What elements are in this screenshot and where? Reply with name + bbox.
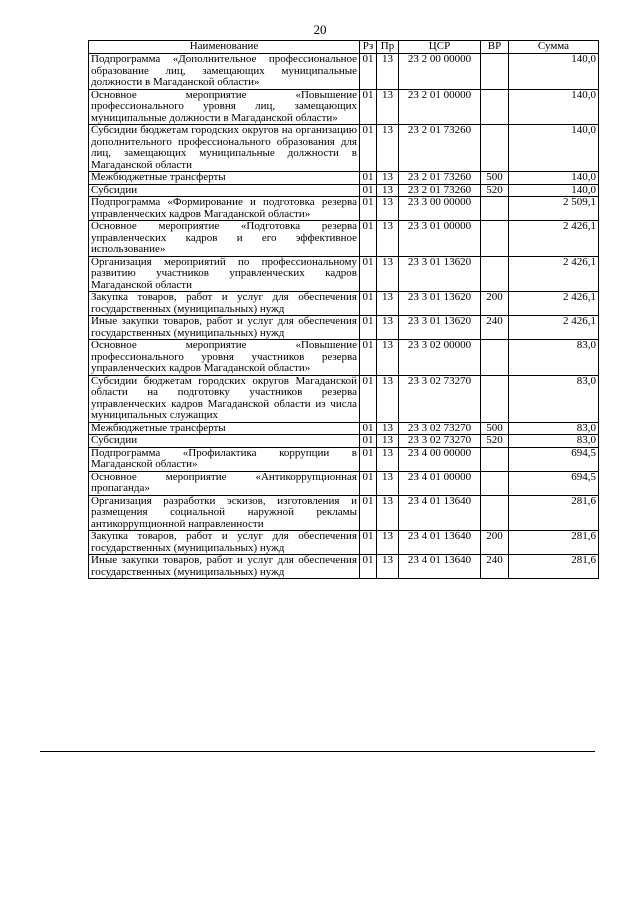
table-row — [89, 555, 599, 579]
table-row — [89, 375, 599, 422]
cell-sum: 2 426,1 — [509, 221, 599, 257]
cell-pr: 13 — [377, 292, 399, 316]
cell-rz: 01 — [360, 256, 377, 292]
cell-name: Подпрограмма «Дополнительное профессиональное образование лиц, замещающих муниципальные должности в Магаданской области» — [89, 54, 360, 90]
cell-rz: 01 — [360, 447, 377, 471]
cell-sum: 140,0 — [509, 125, 599, 172]
cell-sum: 694,5 — [509, 471, 599, 495]
cell-sum: 281,6 — [509, 495, 599, 531]
cell-vr: 200 — [481, 531, 509, 555]
cell-rz: 01 — [360, 531, 377, 555]
cell-sum: 2 426,1 — [509, 292, 599, 316]
cell-vr — [481, 495, 509, 531]
cell-rz: 01 — [360, 375, 377, 422]
cell-rz: 01 — [360, 54, 377, 90]
cell-vr — [481, 54, 509, 90]
cell-csr: 23 4 01 13640 — [399, 531, 481, 555]
cell-name: Подпрограмма «Профилактика коррупции в Магаданской области» — [89, 447, 360, 471]
cell-sum: 2 426,1 — [509, 316, 599, 340]
table-row — [89, 447, 599, 471]
cell-rz: 01 — [360, 172, 377, 185]
cell-pr: 13 — [377, 555, 399, 579]
cell-sum: 140,0 — [509, 184, 599, 197]
cell-name: Закупка товаров, работ и услуг для обеспечения государственных (муниципальных) нужд — [89, 292, 360, 316]
table-row — [89, 495, 599, 531]
cell-vr: 240 — [481, 316, 509, 340]
cell-name: Межбюджетные трансферты — [89, 172, 360, 185]
cell-pr: 13 — [377, 54, 399, 90]
cell-vr — [481, 256, 509, 292]
cell-name: Субсидии бюджетам городских округов Магаданской области на подготовку участников резерва управленческих кадров Магаданской области из числа муниципальных служащих — [89, 375, 360, 422]
cell-pr: 13 — [377, 316, 399, 340]
header-name: Наименование — [89, 41, 360, 54]
cell-csr: 23 3 02 73270 — [399, 375, 481, 422]
cell-pr: 13 — [377, 221, 399, 257]
cell-rz: 01 — [360, 340, 377, 376]
cell-pr: 13 — [377, 495, 399, 531]
cell-pr: 13 — [377, 125, 399, 172]
cell-csr: 23 3 01 00000 — [399, 221, 481, 257]
cell-name: Организация мероприятий по профессиональному развитию участников управленческих кадров Магаданской области — [89, 256, 360, 292]
cell-csr: 23 2 01 73260 — [399, 184, 481, 197]
cell-rz: 01 — [360, 316, 377, 340]
header-row — [89, 41, 599, 54]
cell-rz: 01 — [360, 435, 377, 448]
cell-pr: 13 — [377, 340, 399, 376]
cell-name: Иные закупки товаров, работ и услуг для обеспечения государственных (муниципальных) нужд — [89, 316, 360, 340]
header-csr: ЦСР — [399, 41, 481, 54]
cell-name: Основное мероприятие «Антикоррупционная пропаганда» — [89, 471, 360, 495]
cell-csr: 23 3 01 13620 — [399, 256, 481, 292]
table-row — [89, 435, 599, 448]
cell-vr: 500 — [481, 422, 509, 435]
cell-csr: 23 3 01 13620 — [399, 292, 481, 316]
header-pr: Пр — [377, 41, 399, 54]
cell-csr: 23 3 00 00000 — [399, 197, 481, 221]
cell-name: Межбюджетные трансферты — [89, 422, 360, 435]
cell-sum: 281,6 — [509, 555, 599, 579]
table-row — [89, 172, 599, 185]
cell-pr: 13 — [377, 256, 399, 292]
cell-sum: 83,0 — [509, 422, 599, 435]
cell-name: Подпрограмма «Формирование и подготовка резерва управленческих кадров Магаданской области» — [89, 197, 360, 221]
table-row — [89, 340, 599, 376]
cell-rz: 01 — [360, 125, 377, 172]
cell-sum: 83,0 — [509, 375, 599, 422]
cell-vr — [481, 340, 509, 376]
header-sum: Сумма — [509, 41, 599, 54]
cell-sum: 281,6 — [509, 531, 599, 555]
cell-rz: 01 — [360, 555, 377, 579]
cell-vr — [481, 221, 509, 257]
cell-rz: 01 — [360, 221, 377, 257]
cell-csr: 23 3 02 00000 — [399, 340, 481, 376]
table-row — [89, 531, 599, 555]
cell-rz: 01 — [360, 292, 377, 316]
table-row — [89, 184, 599, 197]
table-row — [89, 471, 599, 495]
cell-sum: 83,0 — [509, 435, 599, 448]
cell-name: Основное мероприятие «Повышение профессионального уровня лиц, замещающих муниципальные должности в Магаданской области» — [89, 89, 360, 125]
cell-csr: 23 2 00 00000 — [399, 54, 481, 90]
cell-name: Закупка товаров, работ и услуг для обеспечения государственных (муниципальных) нужд — [89, 531, 360, 555]
cell-pr: 13 — [377, 531, 399, 555]
cell-pr: 13 — [377, 89, 399, 125]
cell-csr: 23 3 02 73270 — [399, 422, 481, 435]
cell-vr: 500 — [481, 172, 509, 185]
table-header — [89, 41, 599, 54]
cell-pr: 13 — [377, 435, 399, 448]
table-row — [89, 221, 599, 257]
cell-rz: 01 — [360, 495, 377, 531]
table-row — [89, 422, 599, 435]
cell-name: Субсидии — [89, 435, 360, 448]
cell-csr: 23 2 01 73260 — [399, 172, 481, 185]
cell-csr: 23 4 01 00000 — [399, 471, 481, 495]
cell-csr: 23 4 01 13640 — [399, 555, 481, 579]
header-vr: ВР — [481, 41, 509, 54]
cell-sum: 140,0 — [509, 54, 599, 90]
cell-vr — [481, 375, 509, 422]
cell-name: Организация разработки эскизов, изготовления и размещения социальной наружной рекламы антикоррупционной направленности — [89, 495, 360, 531]
cell-csr: 23 3 02 73270 — [399, 435, 481, 448]
cell-sum: 2 509,1 — [509, 197, 599, 221]
cell-rz: 01 — [360, 89, 377, 125]
cell-pr: 13 — [377, 447, 399, 471]
cell-vr — [481, 89, 509, 125]
cell-pr: 13 — [377, 184, 399, 197]
cell-sum: 83,0 — [509, 340, 599, 376]
table-row — [89, 316, 599, 340]
budget-table — [88, 40, 599, 579]
cell-name: Субсидии бюджетам городских округов на организацию дополнительного профессионального образования для лиц, замещающих муниципальные должности в Магаданской области — [89, 125, 360, 172]
cell-name: Иные закупки товаров, работ и услуг для обеспечения государственных (муниципальных) нужд — [89, 555, 360, 579]
cell-name: Основное мероприятие «Подготовка резерва управленческих кадров и его эффективное использование» — [89, 221, 360, 257]
cell-pr: 13 — [377, 197, 399, 221]
cell-csr: 23 3 01 13620 — [399, 316, 481, 340]
cell-name: Субсидии — [89, 184, 360, 197]
cell-vr: 200 — [481, 292, 509, 316]
cell-vr — [481, 125, 509, 172]
cell-rz: 01 — [360, 184, 377, 197]
cell-csr: 23 4 00 00000 — [399, 447, 481, 471]
cell-pr: 13 — [377, 422, 399, 435]
table-row — [89, 197, 599, 221]
cell-rz: 01 — [360, 197, 377, 221]
page-number: 20 — [313, 22, 327, 37]
cell-pr: 13 — [377, 471, 399, 495]
cell-name: Основное мероприятие «Повышение профессионального уровня участников резерва управленческих кадров Магаданской области» — [89, 340, 360, 376]
cell-vr — [481, 447, 509, 471]
table-row — [89, 89, 599, 125]
table-row — [89, 256, 599, 292]
table-row — [89, 54, 599, 90]
cell-sum: 2 426,1 — [509, 256, 599, 292]
cell-sum: 140,0 — [509, 172, 599, 185]
cell-csr: 23 2 01 00000 — [399, 89, 481, 125]
cell-vr: 240 — [481, 555, 509, 579]
cell-vr — [481, 471, 509, 495]
bottom-rule — [40, 751, 595, 752]
table-row — [89, 125, 599, 172]
table-row — [89, 292, 599, 316]
cell-vr: 520 — [481, 435, 509, 448]
cell-csr: 23 4 01 13640 — [399, 495, 481, 531]
cell-vr — [481, 197, 509, 221]
cell-sum: 140,0 — [509, 89, 599, 125]
cell-rz: 01 — [360, 471, 377, 495]
cell-pr: 13 — [377, 375, 399, 422]
cell-sum: 694,5 — [509, 447, 599, 471]
table-body — [89, 54, 599, 579]
cell-pr: 13 — [377, 172, 399, 185]
cell-rz: 01 — [360, 422, 377, 435]
header-rz: Рз — [360, 41, 377, 54]
cell-vr: 520 — [481, 184, 509, 197]
cell-csr: 23 2 01 73260 — [399, 125, 481, 172]
